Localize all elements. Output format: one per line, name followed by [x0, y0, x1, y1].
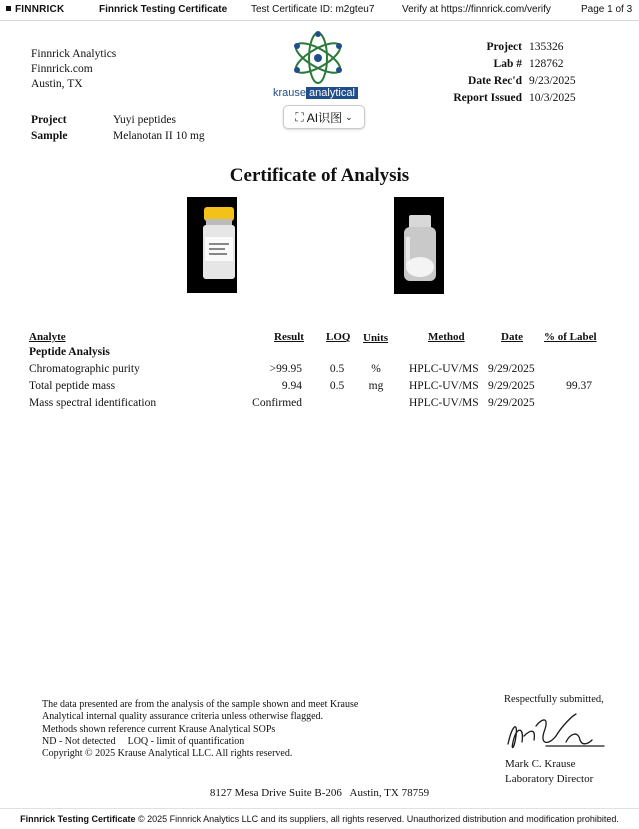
- col-method: Method: [428, 331, 465, 343]
- signature-image: [500, 706, 608, 756]
- table-row-result: Confirmed: [252, 397, 302, 409]
- col-result: Result: [274, 331, 304, 343]
- table-row-loq: 0.5: [329, 363, 345, 375]
- col-loq: LOQ: [326, 331, 351, 343]
- certificate-id: Test Certificate ID: m2gteu7: [251, 4, 375, 15]
- page-indicator: Page 1 of 3: [581, 4, 633, 15]
- sample-vial-photo-side: [394, 197, 444, 294]
- lab-city: Austin, TX: [31, 78, 83, 90]
- table-row-units: %: [371, 363, 381, 375]
- date-received: 9/23/2025: [529, 75, 576, 87]
- table-row-result: 9.94: [281, 380, 302, 392]
- col-date: Date: [501, 331, 523, 343]
- footer-title: Finnrick Testing Certificate: [20, 814, 136, 824]
- signature-closing: Respectfully submitted,: [504, 694, 604, 705]
- table-row-loq: 0.5: [329, 380, 345, 392]
- table-row-analyte: Mass spectral identification: [29, 397, 157, 409]
- document-title: Finnrick Testing Certificate: [99, 4, 228, 15]
- nd-definition: ND - Not detected: [42, 735, 116, 747]
- col-analyte: Analyte: [29, 331, 66, 343]
- table-row-percent: 99.37: [566, 380, 592, 392]
- footer-copyright: © 2025 Finnrick Analytics LLC and its suppliers, all rights reserved. Unauthorized distribution and modification prohibited.: [135, 814, 619, 824]
- lab-address: [31, 47, 116, 92]
- lab-website: Finnrick.com: [31, 63, 93, 75]
- table-row-date: 9/29/2025: [488, 397, 535, 409]
- signer-name: Mark C. Krause: [505, 758, 576, 770]
- signer-block: [505, 757, 593, 787]
- col-units: Units: [363, 332, 389, 344]
- client-info: Project Yuyi peptides Sample Melanotan II 10 mg: [31, 114, 205, 142]
- logo-wordmark: krause analytical: [273, 87, 358, 99]
- certificate-footer-bar: [0, 808, 639, 829]
- scan-sparkle-icon: ⛶: [295, 109, 304, 124]
- verify-link[interactable]: Verify at https://finnrick.com/verify: [402, 4, 551, 15]
- table-row-method: HPLC-UV/MS: [409, 380, 479, 392]
- col-percent-label: % of Label: [544, 331, 597, 343]
- chevron-down-icon: ⌄: [345, 111, 353, 122]
- ai-button-label: AI识图: [306, 110, 343, 125]
- table-row-analyte: Total peptide mass: [29, 380, 116, 392]
- certificate-header-bar: [0, 0, 639, 21]
- finnrick-logo: FINNRICK: [6, 4, 64, 15]
- page-title: Certificate of Analysis: [229, 165, 410, 186]
- table-row-method: HPLC-UV/MS: [409, 363, 479, 375]
- project-number: 135326: [529, 41, 564, 53]
- table-row-units: mg: [368, 380, 384, 392]
- ai-image-recognition-button[interactable]: [283, 105, 365, 129]
- report-meta: [440, 39, 577, 107]
- lab-number: 128762: [529, 58, 564, 70]
- table-row-method: HPLC-UV/MS: [409, 397, 479, 409]
- krause-analytical-logo: [271, 30, 365, 102]
- loq-definition: LOQ - limit of quantification: [127, 735, 245, 747]
- lab-name: Finnrick Analytics: [31, 48, 117, 60]
- sample-vial-photo-front: [187, 197, 237, 293]
- table-row-result: >99.95: [269, 363, 302, 375]
- table-row-date: 9/29/2025: [488, 380, 535, 392]
- sample-name: Melanotan II 10 mg: [113, 130, 205, 142]
- meta-table: Project 135326 Lab # 128762 Date Rec'd 9/23/2025 Report Issued 10/3/2025: [440, 39, 577, 107]
- signer-role: Laboratory Director: [505, 773, 594, 785]
- table-row-date: 9/29/2025: [488, 363, 535, 375]
- lab-street-address: 8127 Mesa Drive Suite B-206 Austin, TX 78759: [209, 787, 430, 799]
- client-project: Yuyi peptides: [113, 114, 176, 126]
- copyright-notice: Copyright © 2025 Krause Analytical LLC. All rights reserved.: [42, 748, 293, 760]
- table-row-analyte: Chromatographic purity: [29, 363, 140, 375]
- atom-icon: [271, 30, 365, 86]
- disclaimer-notes: The data presented are from the analysis of the sample shown and meet Krause Analytical internal quality assurance criteria unless otherwise flagged. Methods shown reference current Krause Analytical SOPs ND - Not detected LOQ - limit of quantification Copyright © 2025 Krause Analytical LLC. All rights reserved.: [42, 699, 402, 760]
- section-peptide-analysis: Peptide Analysis: [29, 346, 110, 358]
- square-icon: [6, 6, 11, 11]
- report-issued-date: 10/3/2025: [529, 92, 576, 104]
